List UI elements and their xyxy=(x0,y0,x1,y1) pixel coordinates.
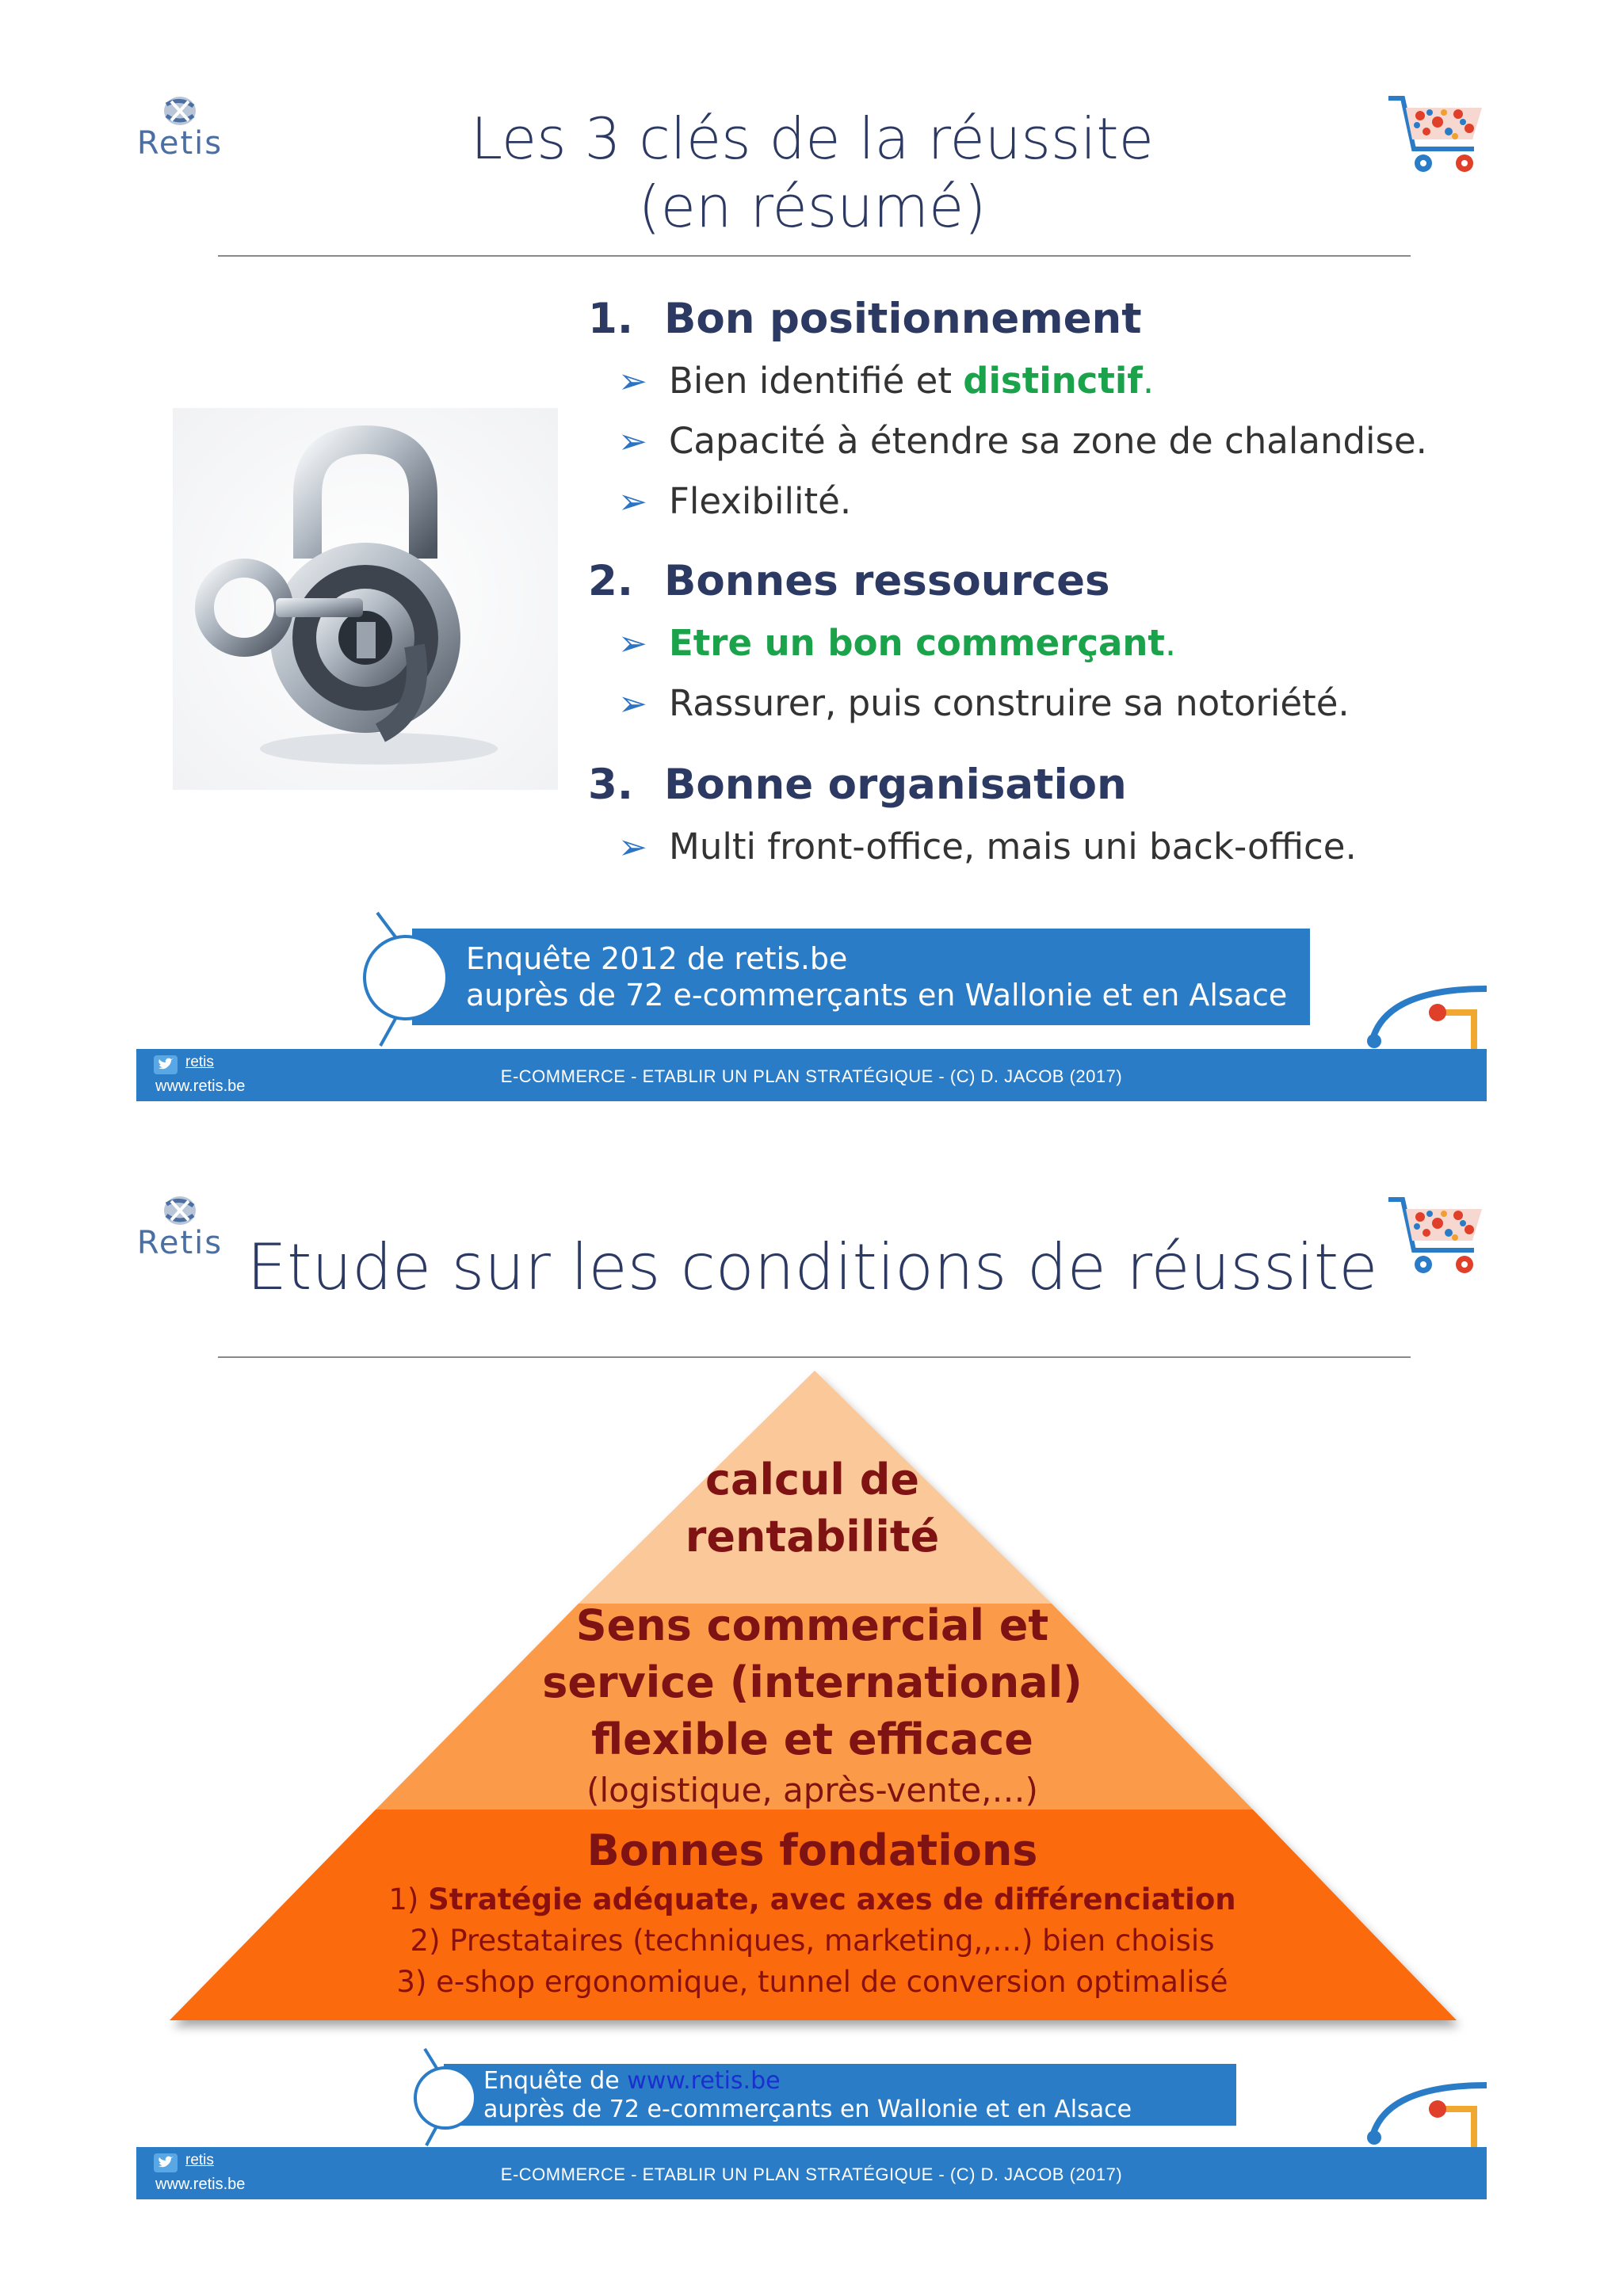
title-divider xyxy=(218,255,1411,257)
bullet-suffix: . xyxy=(1142,360,1155,402)
key-number: 2. xyxy=(588,557,634,605)
banner-line-1: Enquête 2012 de retis.be xyxy=(466,941,848,976)
bullet-item xyxy=(618,480,851,522)
item-bold-text: Stratégie adéquate, avec axes de différenciation xyxy=(428,1882,1236,1917)
footer-caption: E-COMMERCE - ETABLIR UN PLAN STRATÉGIQUE - (C) D. JACOB (2017) xyxy=(500,2164,1123,2184)
footer-caption: E-COMMERCE - ETABLIR UN PLAN STRATÉGIQUE - (C) D. JACOB (2017) xyxy=(500,1066,1123,1086)
bullet-text: Multi front-office, mais uni back-office. xyxy=(669,826,1357,868)
pyramid-top-line-1: calcul de xyxy=(705,1455,919,1505)
banner-line-2: auprès de 72 e-commerçants en Wallonie et en Alsace xyxy=(466,978,1288,1013)
bullet-item xyxy=(618,622,1176,664)
survey-banner xyxy=(444,2064,1236,2126)
bullet-text: Bien identifié et xyxy=(669,360,964,402)
arrow-bullet-icon: ➢ xyxy=(618,624,647,664)
twitter-link[interactable]: retis xyxy=(185,1054,214,1070)
bullet-suffix: . xyxy=(1164,622,1177,664)
pyramid-base-title: Bonnes fondations xyxy=(586,1825,1038,1875)
key-title: Bonnes ressources xyxy=(664,557,1110,605)
pyramid-mid-subtitle: (logistique, après-vente,…) xyxy=(586,1771,1038,1810)
slide-footer xyxy=(136,2147,1487,2199)
arrow-bullet-icon: ➢ xyxy=(618,827,647,868)
key-heading-3 xyxy=(588,761,1127,809)
key-heading-1 xyxy=(588,295,1142,343)
bullet-text: Flexibilité. xyxy=(669,480,852,522)
bullet-text: Capacité à étendre sa zone de chalandise. xyxy=(669,420,1427,462)
bullet-highlight: Etre un bon commerçant xyxy=(669,622,1165,664)
arrow-bullet-icon: ➢ xyxy=(618,482,647,522)
slide-success-conditions xyxy=(0,1125,1623,2296)
banner-line-1 xyxy=(483,2067,781,2095)
title-line-2: (en résumé) xyxy=(638,174,987,240)
pyramid-mid-line-3: flexible et efficace xyxy=(591,1714,1033,1764)
pyramid-mid-line-2: service (international) xyxy=(542,1657,1083,1707)
bullet-item xyxy=(618,826,1357,868)
website-link[interactable]: www.retis.be xyxy=(155,2176,246,2193)
pyramid-mid-line-1: Sens commercial et xyxy=(575,1600,1049,1650)
slide-key-success xyxy=(0,0,1623,1125)
key-title: Bonne organisation xyxy=(664,761,1127,809)
logo-text: Retis xyxy=(136,1225,223,1261)
bullet-item xyxy=(618,682,1350,724)
logo-text: Retis xyxy=(136,125,223,162)
pyramid-base-item-3: 3) e-shop ergonomique, tunnel de conversion optimalisé xyxy=(396,1965,1228,1999)
arrow-bullet-icon: ➢ xyxy=(618,421,647,462)
bullet-highlight: distinctif xyxy=(963,360,1143,402)
key-number: 1. xyxy=(588,295,634,343)
title-line-1: Les 3 clés de la réussite xyxy=(471,105,1154,172)
banner-line-2: auprès de 72 e-commerçants en Wallonie et en Alsace xyxy=(483,2096,1132,2123)
magnifier-circle-icon xyxy=(358,906,453,1049)
key-title: Bon positionnement xyxy=(664,295,1142,343)
pyramid-top-label xyxy=(396,1451,1228,1566)
arrow-bullet-icon: ➢ xyxy=(618,684,647,724)
padlock-key-image xyxy=(173,408,558,790)
banner-prefix: Enquête de xyxy=(483,2067,628,2095)
magnifier-circle-icon xyxy=(407,2046,483,2149)
bullet-item xyxy=(618,420,1427,462)
pyramid-base-item-2: 2) Prestataires (techniques, marketing,,…) bien choisis xyxy=(410,1924,1215,1958)
pyramid-middle-label xyxy=(396,1597,1228,1813)
survey-banner xyxy=(412,929,1310,1025)
slide-footer xyxy=(136,1049,1487,1101)
slide-title xyxy=(190,105,1434,241)
banner-link[interactable]: www.retis.be xyxy=(627,2067,781,2095)
pyramid-base-item-1 xyxy=(317,1879,1308,1920)
twitter-link[interactable]: retis xyxy=(185,2152,214,2168)
website-link[interactable]: www.retis.be xyxy=(155,1077,246,1095)
key-number: 3. xyxy=(588,761,634,809)
pyramid-base-label xyxy=(317,1822,1308,2003)
item-prefix: 1) xyxy=(388,1882,429,1917)
key-heading-2 xyxy=(588,557,1110,605)
pyramid-top-line-2: rentabilité xyxy=(685,1512,940,1562)
slide-title: Etude sur les conditions de réussite xyxy=(246,1230,1378,1304)
bullet-text: Rassurer, puis construire sa notoriété. xyxy=(669,682,1350,724)
arrow-bullet-icon: ➢ xyxy=(618,361,647,402)
bullet-item xyxy=(618,360,1154,402)
